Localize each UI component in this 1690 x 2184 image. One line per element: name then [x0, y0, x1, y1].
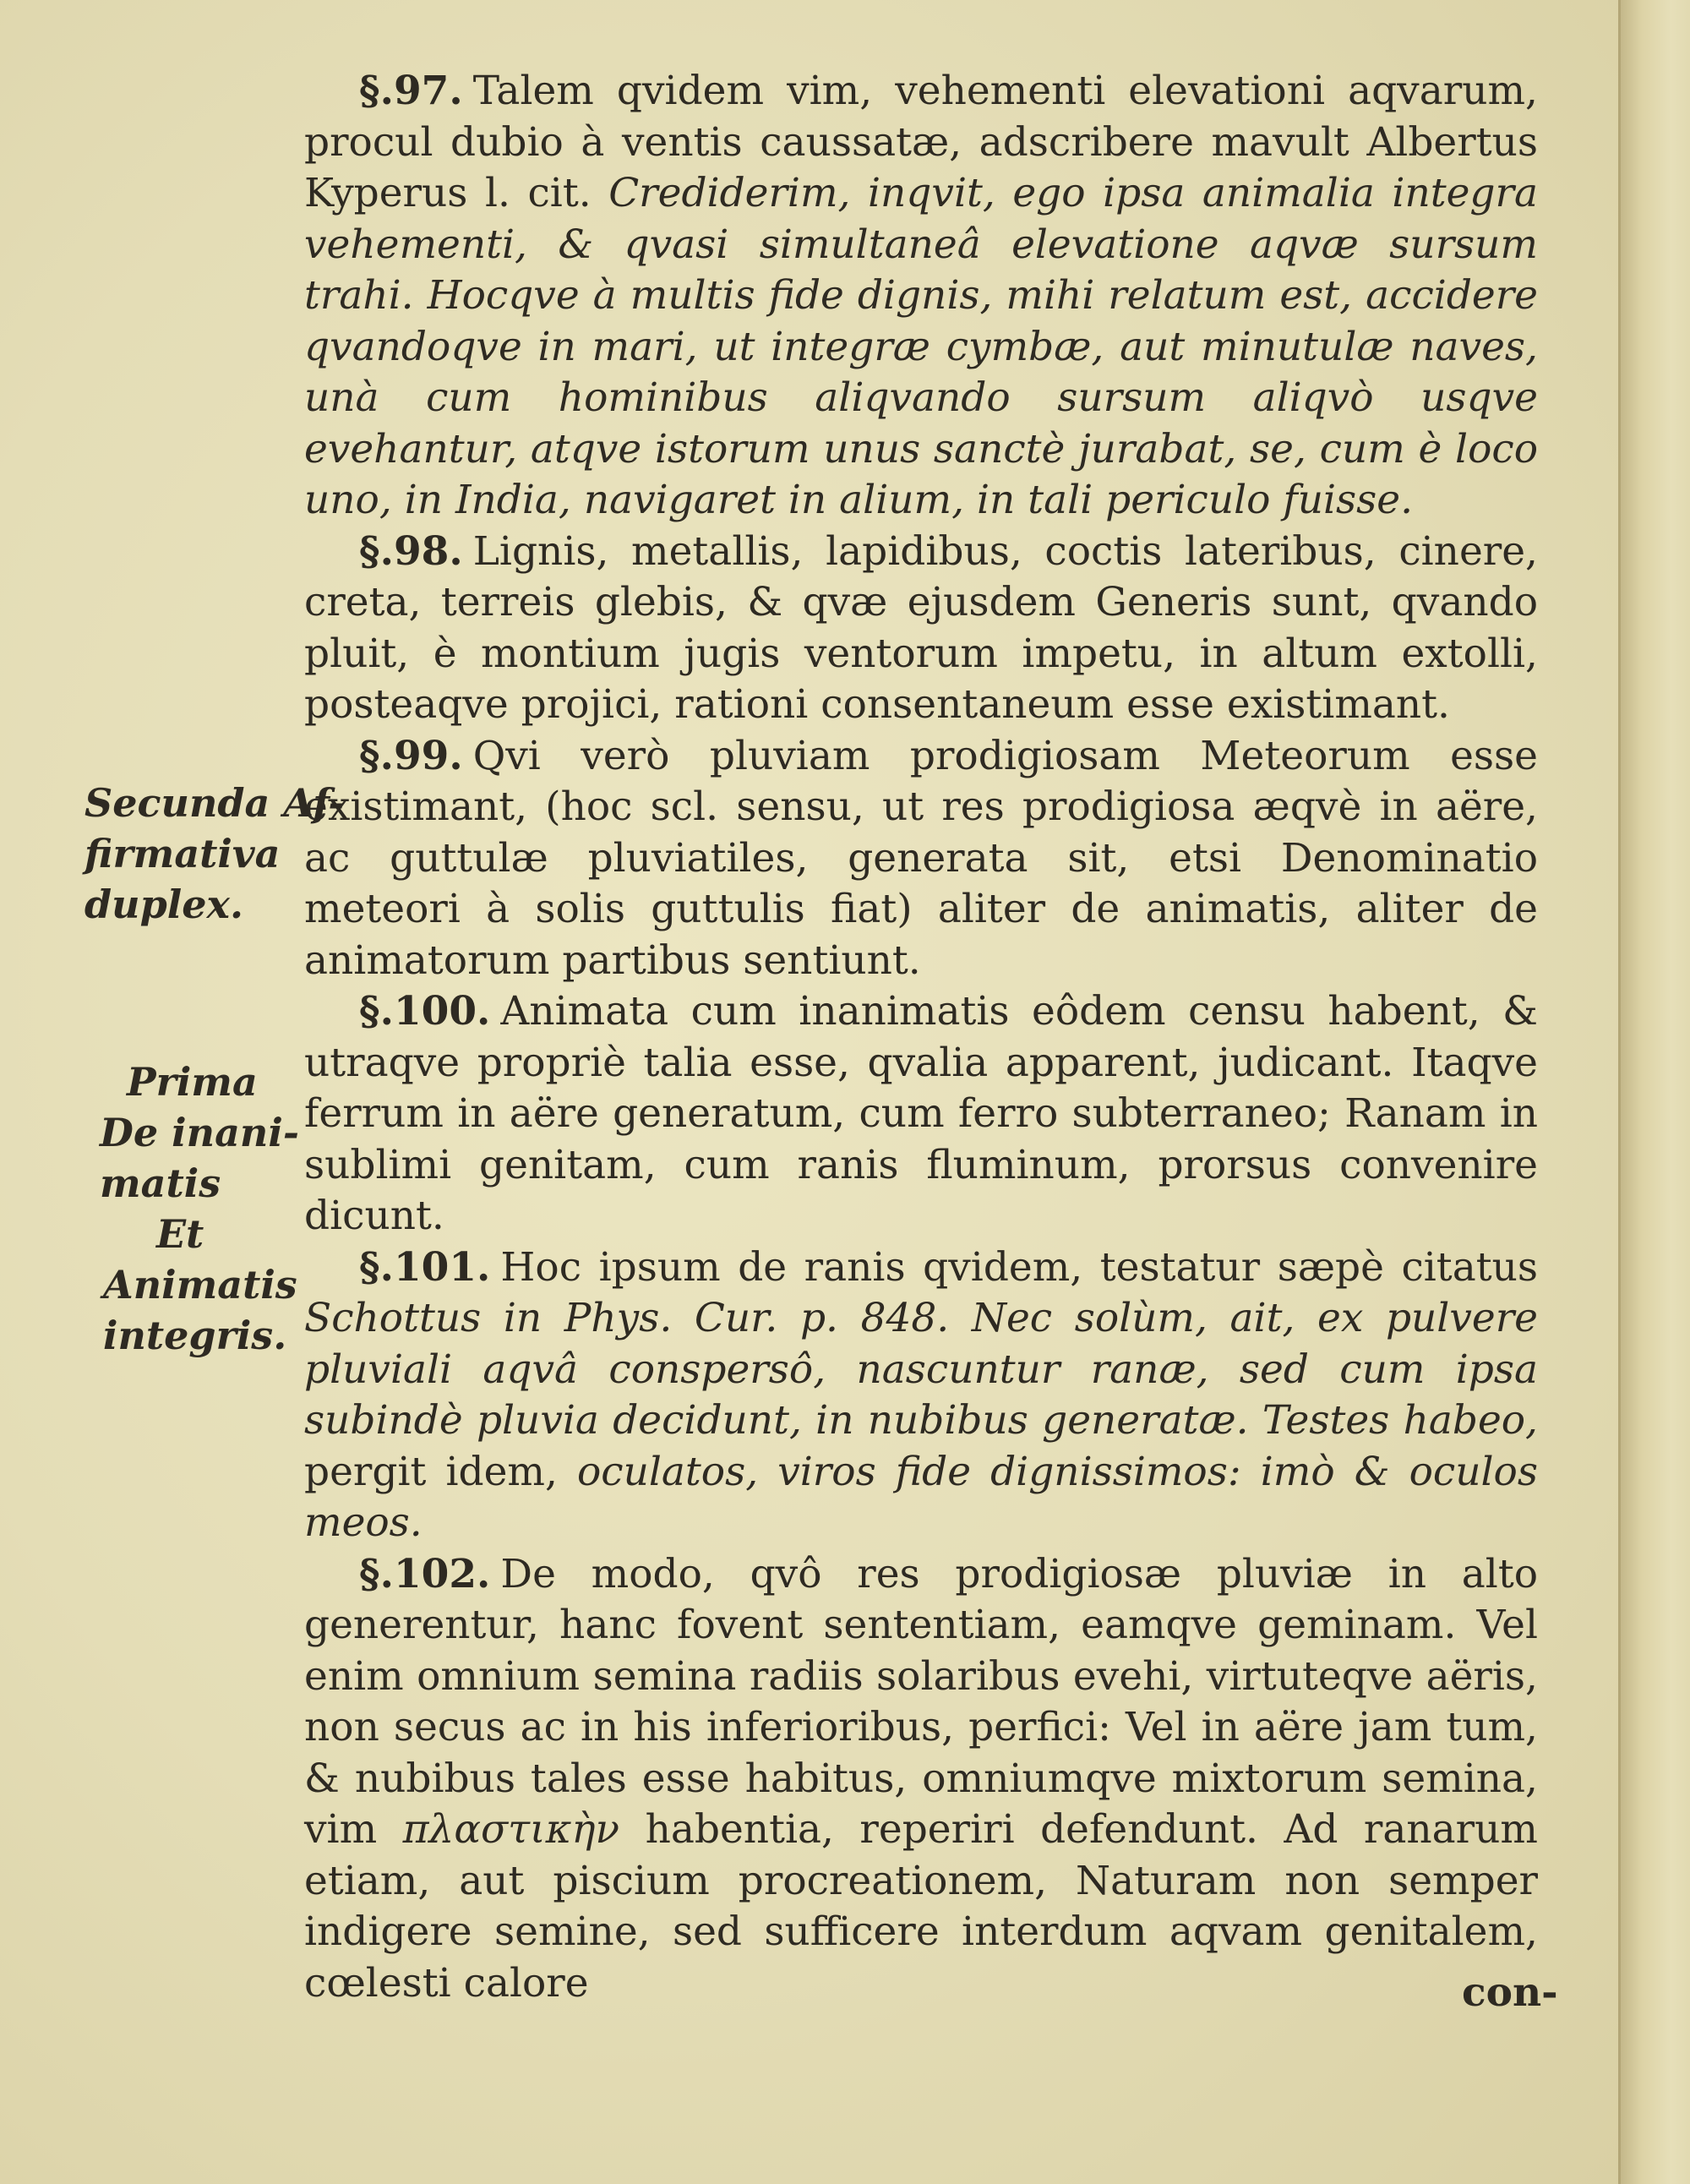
section-number: §.98.: [359, 527, 463, 575]
paragraph-text: Animata cum inanimatis eôdem censu habent, & utraqve propriè talia esse, qvalia apparent, judicant. Itaqve ferrum in aëre generatum, cum ferro subterraneo; Ranam in sublimi genitam, cum ranis fluminum, prorsus convenire dicunt.: [304, 988, 1538, 1239]
marginal-line: Animatis: [103, 1262, 297, 1308]
marginal-note-first: [84, 778, 345, 930]
paragraph-98: [304, 527, 1538, 731]
paragraph-text: Qvi verò pluviam prodigiosam Meteorum esse existimant, (hoc scl. sensu, ut res prodigiosa æqvè in aëre, ac guttulæ pluviatiles, generata sit, etsi Denominatio meteori à solis guttulis fiat) aliter de animatis, aliter de animatorum partibus sentiunt.: [304, 732, 1538, 984]
marginal-line: Secunda Af-: [84, 780, 345, 826]
paragraph-100: [304, 986, 1538, 1242]
marginal-line: duplex.: [84, 882, 243, 927]
marginal-line: matis: [100, 1160, 221, 1206]
paragraph-102: [304, 1549, 1538, 2010]
paragraph-97: [304, 66, 1538, 527]
paragraph-text: pergit idem,: [304, 1448, 558, 1495]
main-text-block: [304, 66, 1538, 2009]
paragraph-text: Hoc ipsum de ranis qvidem, testatur sæpè citatus: [500, 1243, 1538, 1291]
greek-word: πλαστικὴν: [402, 1806, 620, 1853]
marginal-line: Prima: [127, 1059, 258, 1105]
paragraph-text: habentia, reperiri defendunt. Ad ranarum etiam, aut piscium procreationem, Naturam non semper indigere semine, sed sufficere interdum aqvam genitalem, cœlesti calore: [304, 1806, 1538, 2007]
quotation: Crediderim, inqvit, ego ipsa animalia integra vehementi, & qvasi simultaneâ elevatione aqvæ sursum trahi. Hocqve à multis fide dignis, mihi relatum est, accidere qvandoqve in mari, ut integræ cymbæ, aut minutulæ naves, unà cum hominibus aliqvando sursum aliqvò usqve evehantur, atqve istorum unus sanctè jurabat, se, cum è loco uno, in India, navigaret in alium, in tali periculo fuisse.: [304, 170, 1538, 523]
page-gutter: [1618, 0, 1690, 2184]
section-number: §.101.: [359, 1243, 491, 1291]
section-number: §.102.: [359, 1550, 491, 1597]
paragraph-text: Talem qvidem vim, vehementi elevationi aqvarum, procul dubio à ventis caussatæ, adscribere mavult Albertus Kyperus l. cit.: [304, 68, 1538, 216]
marginal-line: Et: [156, 1211, 204, 1257]
marginal-line: integris.: [103, 1313, 287, 1358]
quotation: Schottus in Phys. Cur. p. 848. Nec solùm, ait, ex pulvere pluviali aqvâ conspersô, nascuntur ranæ, sed cum ipsa subindè pluvia decidunt, in nubibus generatæ. Testes habeo,: [304, 1295, 1538, 1444]
paragraph-101: [304, 1242, 1538, 1549]
section-number: §.99.: [359, 732, 463, 779]
marginal-note-second: [84, 1057, 304, 1361]
catchword: con-: [1462, 1969, 1558, 2016]
paragraph-99: [304, 731, 1538, 987]
paragraph-text: De modo, qvô res prodigiosæ pluviæ in alto generentur, hanc fovent sententiam, eamqve geminam. Vel enim omnium semina radiis solaribus evehi, virtuteqve aëris, non secus ac in his inferioribus, perfici: Vel in aëre jam tum, & nubibus tales esse habitus, omniumqve mixtorum semina, vim: [304, 1550, 1538, 1853]
section-number: §.100.: [359, 988, 491, 1035]
marginal-line: firmativa: [84, 831, 281, 876]
marginal-line: De inani-: [100, 1110, 299, 1155]
section-number: §.97.: [359, 68, 463, 114]
quotation: oculatos, viros fide dignissimos: imò & oculos meos.: [304, 1448, 1538, 1546]
paragraph-text: Lignis, metallis, lapidibus, coctis lateribus, cinere, creta, terreis glebis, & qvæ ejusdem Generis sunt, qvando pluit, è montium jugis ventorum impetu, in altum extolli, posteaqve projici, rationi consentaneum esse existimant.: [304, 527, 1538, 728]
